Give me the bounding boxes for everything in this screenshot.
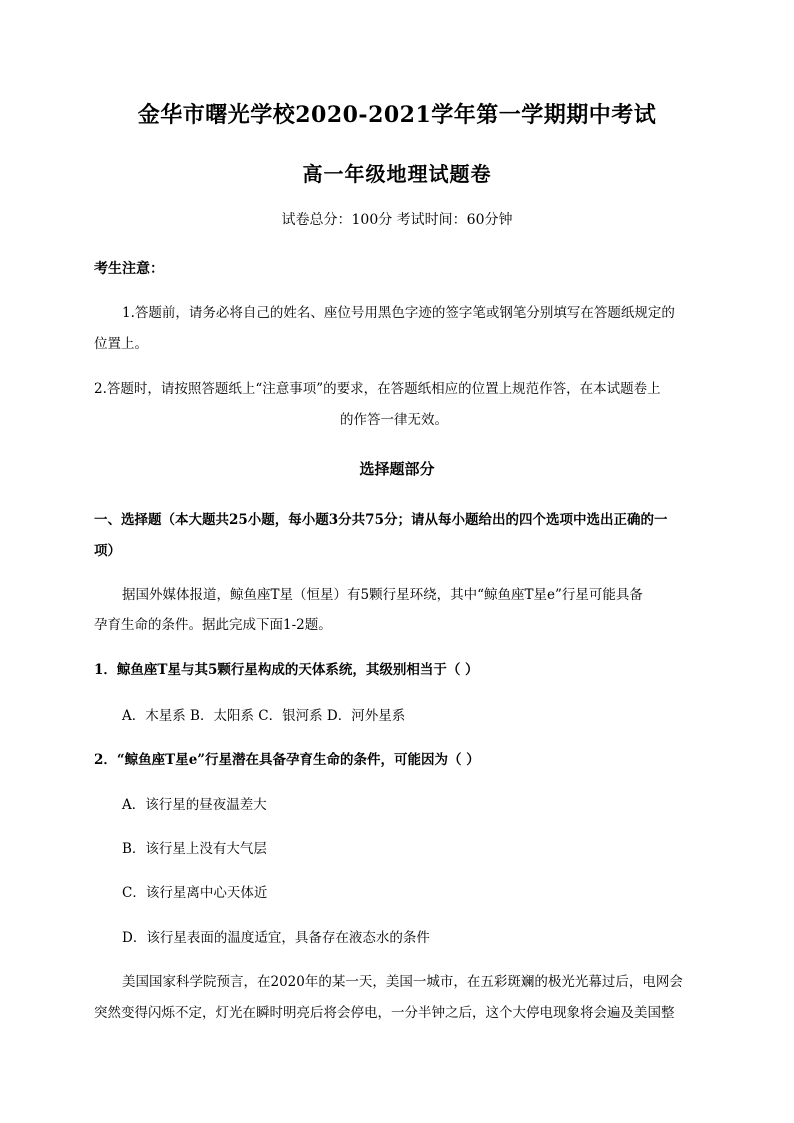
question-2-option-b: B．该行星上没有大气层 (122, 841, 267, 857)
notice-1-line2: 位置上。 (94, 336, 148, 352)
part1-heading-line2: 项） (94, 543, 121, 559)
exam-info: 试卷总分：100分 考试时间：60分钟 (281, 212, 513, 228)
question-1-options: A．木星系 B．太阳系 C．银河系 D．河外星系 (122, 708, 406, 724)
passage2-line1: 美国国家科学院预言，在2020年的某一天，美国一城市，在五彩斑斓的极光光幕过后，电网会 (122, 974, 683, 990)
passage2-line2: 突然变得闪烁不定，灯光在瞬时明亮后将会停电，一分半钟之后，这个大停电现象将会遍及美国整 (94, 1005, 675, 1021)
question-2: 2．“鲸鱼座T星e”行星潜在具备孕育生命的条件，可能因为（ ） (94, 752, 480, 768)
section-title: 选择题部分 (359, 460, 435, 478)
passage1-line2: 孕育生命的条件。据此完成下面1-2题。 (94, 617, 332, 633)
exam-subtitle: 高一年级地理试题卷 (302, 162, 492, 186)
passage1-line1: 据国外媒体报道，鲸鱼座T星（恒星）有5颗行星环绕，其中“鲸鱼座T星e”行星可能具备 (122, 587, 643, 603)
part1-heading-line1: 一、选择题（本大题共25小题，每小题3分共75分；请从每小题给出的四个选项中选出正确的一 (94, 512, 668, 528)
notice-2-line2: 的作答一律无效。 (340, 412, 448, 428)
notice-2-line1: 2.答题时，请按照答题纸上“注意事项”的要求，在答题纸相应的位置上规范作答，在本试题卷上 (94, 381, 661, 397)
notice-1-line1: 1.答题前，请务必将自己的姓名、座位号用黑色字迹的签字笔或钢笔分别填写在答题纸规定的 (122, 305, 675, 321)
question-2-option-a: A．该行星的昼夜温差大 (122, 797, 267, 813)
question-2-option-c: C．该行星离中心天体近 (122, 885, 268, 901)
question-1: 1．鲸鱼座T星与其5颗行星构成的天体系统，其级别相当于（ ） (94, 662, 479, 678)
notice-heading: 考生注意： (94, 261, 164, 277)
exam-title: 金华市曙光学校2020-2021学年第一学期期中考试 (137, 102, 657, 128)
question-2-option-d: D．该行星表面的温度适宜，具备存在液态水的条件 (122, 930, 430, 946)
